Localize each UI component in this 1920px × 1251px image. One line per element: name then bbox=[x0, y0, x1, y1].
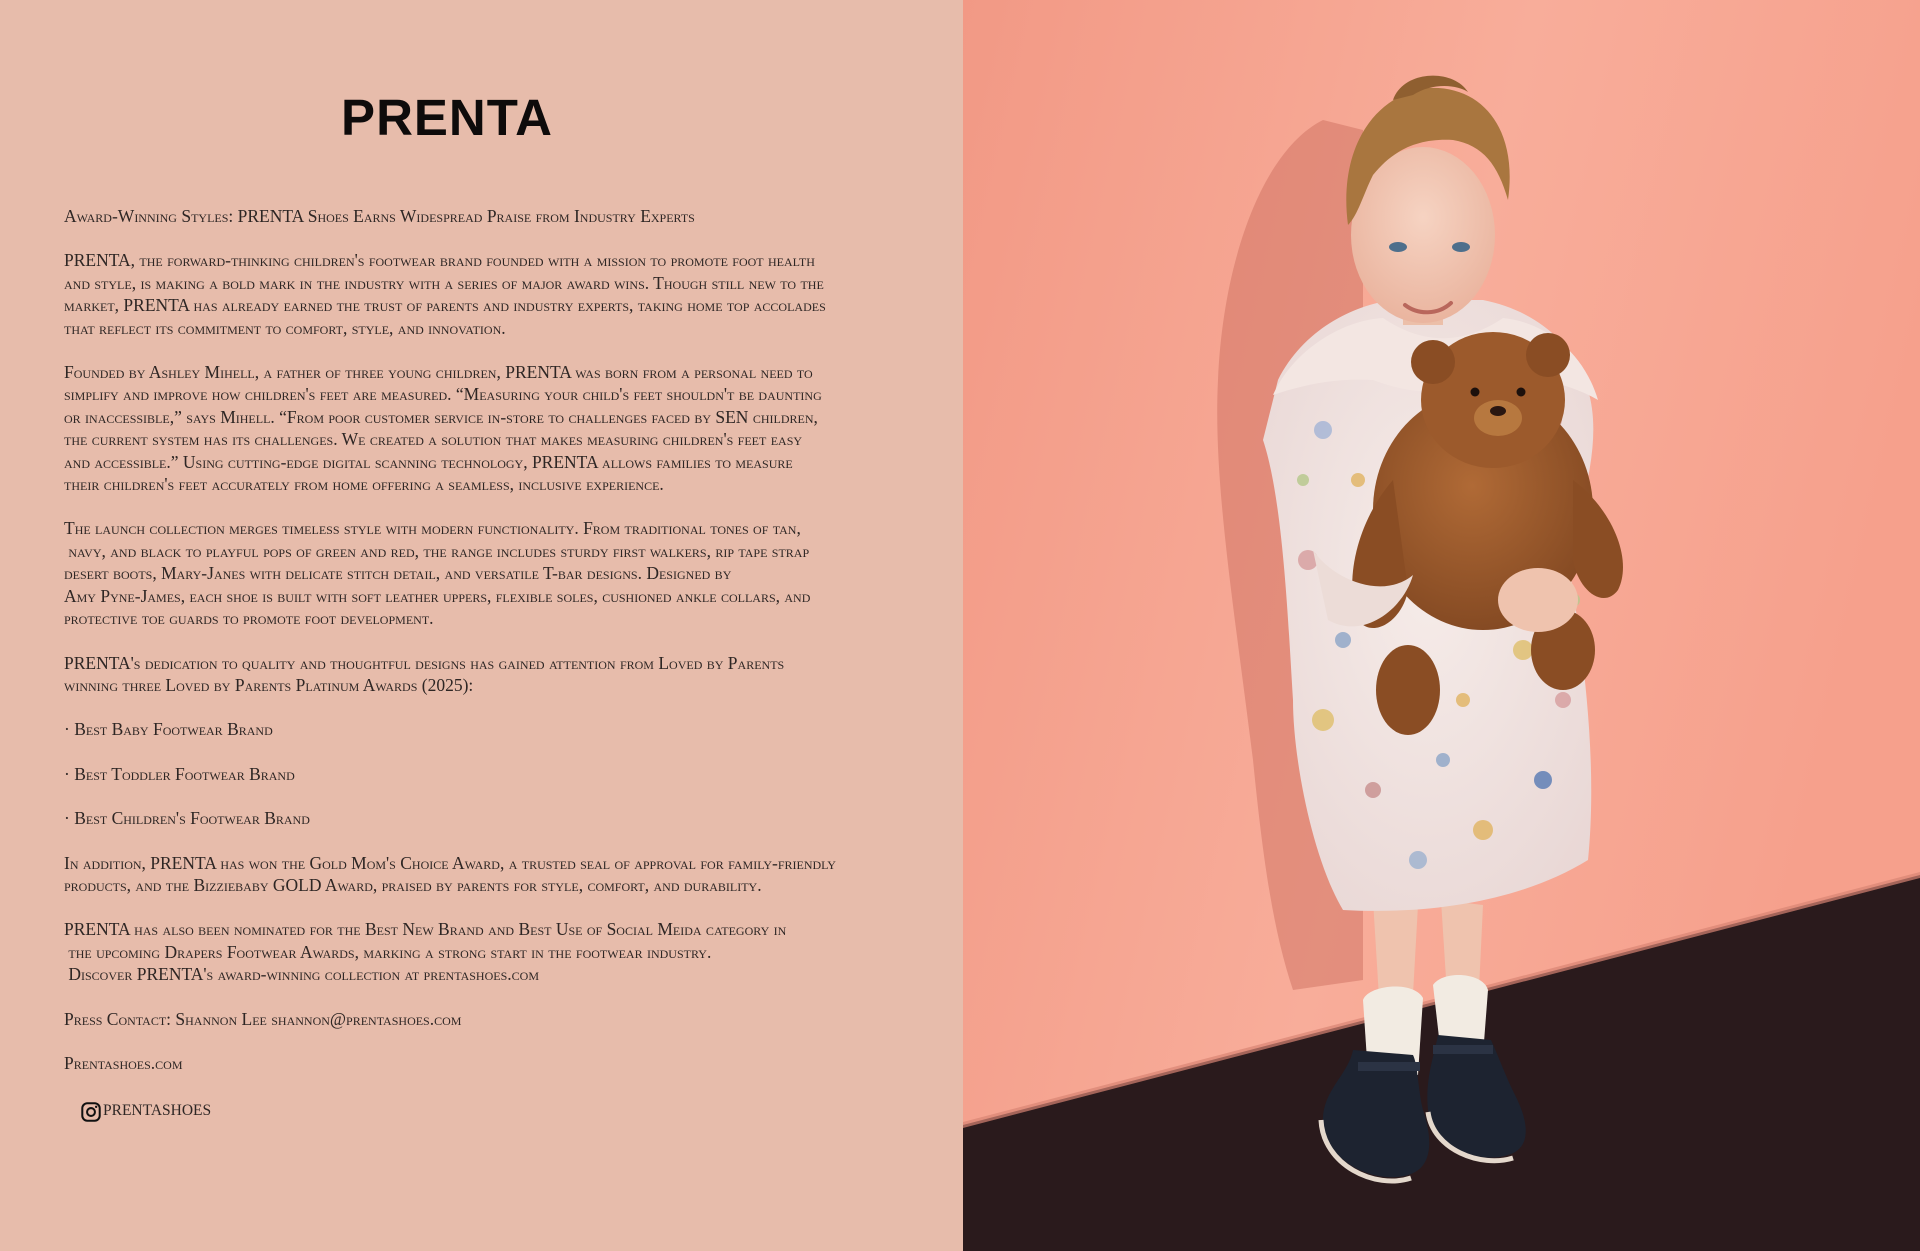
website-link[interactable]: Prentashoes.com bbox=[64, 1052, 183, 1073]
text-line: and style, is making a bold mark in the industry with a series of major award wins. Though still new to the bbox=[64, 272, 824, 293]
shoe-strap bbox=[1358, 1062, 1420, 1071]
headline: Award-Winning Styles: PRENTA Shoes Earns Widespread Praise from Industry Experts bbox=[64, 206, 695, 226]
text-line: simplify and improve how children's feet are measured. “Measuring your child's feet shouldn't be daunting bbox=[64, 384, 822, 405]
left-eye bbox=[1389, 242, 1407, 252]
paragraph-nomination bbox=[64, 918, 914, 985]
social-handle: PRENTASHOES bbox=[103, 1102, 212, 1120]
text-line: protective toe guards to promote foot development. bbox=[64, 608, 434, 629]
text-line: Discover PRENTA's award-winning collection at prentashoes.com bbox=[64, 964, 539, 985]
text-line: products, and the Bizziebaby GOLD Award, praised by parents for style, comfort, and durability. bbox=[64, 874, 762, 895]
text-line: the current system has its challenges. We created a solution that makes measuring children's feet easy bbox=[64, 429, 803, 450]
paragraph-more-awards bbox=[64, 852, 914, 897]
hand bbox=[1498, 568, 1578, 632]
text-line: PRENTA has also been nominated for the Best New Brand and Best Use of Social Meida category in bbox=[64, 919, 787, 940]
text-line: market, PRENTA has already earned the trust of parents and industry experts, taking home top accolades bbox=[64, 295, 826, 316]
text-line: The launch collection merges timeless style with modern functionality. From traditional tones of tan, bbox=[64, 518, 801, 539]
paragraph-awards bbox=[64, 652, 914, 697]
right-eye bbox=[1452, 242, 1470, 252]
award-bullet: · Best Toddler Footwear Brand bbox=[64, 763, 295, 784]
text-line: PRENTA's dedication to quality and thoughtful designs has gained attention from Loved by Parents bbox=[64, 652, 785, 673]
text-line: or inaccessible,” says Mihell. “From poor customer service in-store to challenges faced by SEN children, bbox=[64, 406, 818, 427]
text-line: and accessible.” Using cutting-edge digital scanning technology, PRENTA allows families to measure bbox=[64, 451, 793, 472]
instagram-link[interactable] bbox=[80, 1100, 914, 1122]
text-line: Founded by Ashley Mihell, a father of three young children, PRENTA was born from a personal need to bbox=[64, 362, 813, 383]
text-line: their children's feet accurately from home offering a seamless, inclusive experience. bbox=[64, 474, 664, 495]
instagram-icon bbox=[80, 1101, 102, 1123]
paragraph-intro bbox=[64, 249, 914, 339]
paragraph-founder bbox=[64, 361, 914, 495]
text-line: Amy Pyne-James, each shoe is built with soft leather uppers, flexible soles, cushioned ankle collars, and bbox=[64, 585, 811, 606]
paragraph-collection bbox=[64, 517, 914, 629]
text-line: In addition, PRENTA has won the Gold Mom's Choice Award, a trusted seal of approval for family-friendly bbox=[64, 852, 836, 873]
press-release bbox=[64, 205, 914, 1123]
text-line: the upcoming Drapers Footwear Awards, marking a strong start in the footwear industry. bbox=[64, 941, 712, 962]
text-line: desert boots, Mary-Janes with delicate stitch detail, and versatile T-bar designs. Designed by bbox=[64, 563, 732, 584]
text-line: navy, and black to playful pops of green and red, the range includes sturdy first walkers, rip tape strap bbox=[64, 540, 810, 561]
child-with-teddy-photo bbox=[963, 0, 1920, 1251]
text-line: winning three Loved by Parents Platinum Awards (2025): bbox=[64, 674, 474, 695]
shoe-strap bbox=[1433, 1045, 1493, 1054]
text-line: PRENTA, the forward-thinking children's footwear brand founded with a mission to promote foot health bbox=[64, 250, 815, 271]
brand-logo: PRENTA bbox=[341, 89, 553, 146]
press-contact: Press Contact: Shannon Lee shannon@prentashoes.com bbox=[64, 1008, 462, 1029]
hero-photo bbox=[963, 0, 1920, 1251]
text-line: that reflect its commitment to comfort, style, and innovation. bbox=[64, 317, 506, 338]
award-bullet: · Best Children's Footwear Brand bbox=[64, 808, 310, 829]
award-bullet: · Best Baby Footwear Brand bbox=[64, 719, 273, 740]
